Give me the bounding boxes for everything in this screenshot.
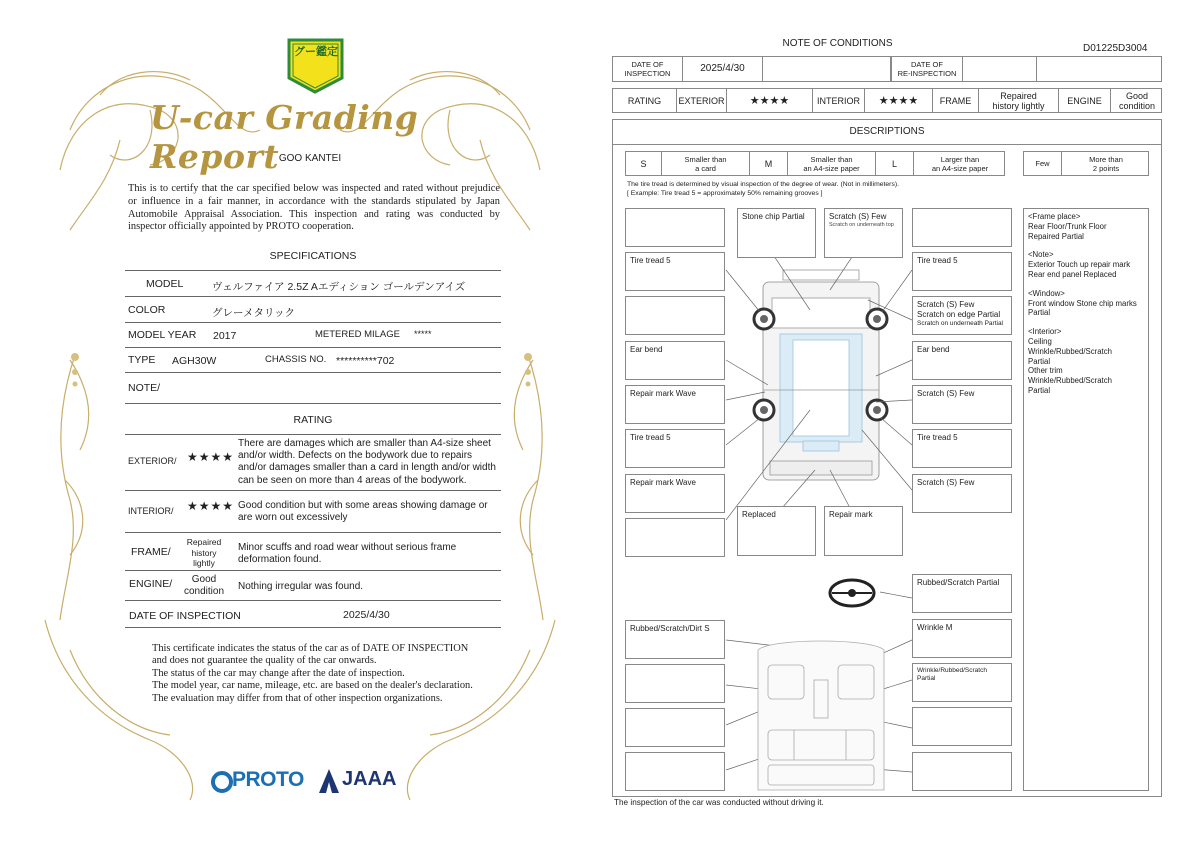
divider [125, 532, 501, 533]
model-year-value: 2017 [213, 330, 237, 342]
desc-box-tire-tread-left-rear: Tire tread 5 [625, 429, 725, 468]
rating-heading: RATING [293, 414, 333, 426]
divider [125, 490, 501, 491]
color-label: COLOR [128, 304, 166, 316]
desc-box-interior-rubbed: Rubbed/Scratch/Dirt S [625, 620, 725, 659]
desc-box-blank [625, 208, 725, 247]
engine-value: Good condition [183, 574, 225, 597]
note-label: NOTE/ [128, 382, 161, 394]
descriptions-heading: DESCRIPTIONS [849, 126, 925, 137]
type-label: TYPE [128, 354, 156, 366]
jaaa-logo-icon [318, 768, 340, 794]
engine-label: ENGINE [1059, 89, 1111, 112]
desc-box-scratch-top: Scratch (S) Few Scratch on underneath top [824, 208, 903, 258]
divider [125, 322, 501, 323]
report-title: U-car Grading Report [150, 98, 419, 176]
chassis-label: CHASSIS NO. [265, 354, 327, 365]
exterior-description: There are damages which are smaller than A4-size sheet and/or width. Defects on the bodywork due to repairs and/or damages smaller than a card in length and/or width can be seen on more than 4 areas of the bodywork. [238, 438, 496, 486]
divider [125, 270, 501, 271]
desc-box-scratch-right-3: Scratch (S) Few [912, 474, 1012, 513]
interior-stars: ★★★★ [865, 89, 933, 112]
engine-label: ENGINE/ [129, 578, 173, 590]
color-value: グレーメタリック [212, 307, 296, 319]
desc-box-tire-tread-left-front: Tire tread 5 [625, 252, 725, 291]
desc-box-repair-mark-wave-1: Repair mark Wave [625, 385, 725, 424]
jaaa-logo: JAAA [342, 768, 397, 790]
desc-box-stone-chip: Stone chip Partial [737, 208, 816, 258]
exterior-stars: ★★★★ [187, 450, 235, 464]
desc-box-wrinkle-m: Wrinkle M [912, 619, 1012, 658]
desc-box-tire-tread-right-front: Tire tread 5 [912, 252, 1012, 291]
note-footer: The inspection of the car was conducted without driving it. [614, 798, 824, 807]
frame-description: Minor scuffs and road wear without serious frame deformation found. [238, 542, 457, 566]
desc-box-blank [625, 296, 725, 335]
desc-box-blank [912, 752, 1012, 791]
steering-wheel-icon [830, 580, 874, 606]
chassis-value: **********702 [336, 355, 395, 367]
proto-logo-icon [210, 770, 234, 794]
badge-text: グー鑑定 [294, 46, 338, 58]
desc-box-blank [912, 208, 1012, 247]
rating-label: RATING [613, 89, 677, 112]
divider [125, 347, 501, 348]
certificate-intro: This is to certify that the car specified below was inspected and rated without prejudice or influence in a fair manner, in accordance with the standards stipulated by Japan Automobile Appraisal Association. This inspection and rating was conducted by inspector officially appointed by PROTO cooperation. [128, 183, 500, 233]
frame-label: FRAME [933, 89, 979, 112]
divider [125, 296, 501, 297]
divider [125, 627, 501, 628]
date-of-inspection-value: 2025/4/30 [343, 609, 390, 621]
legend-few: Few [1024, 152, 1062, 175]
model-label: MODEL [146, 278, 184, 290]
desc-box-ear-bend-right: Ear bend [912, 341, 1012, 380]
summary-notes-panel: <Frame place> Rear Floor/Trunk Floor Repaired Partial <Note> Exterior Touch up repair mark Rear end panel Replaced <Window> Front window Stone chip marks Partial <Interior> Ceiling Wrinkle/Rubbed/Scratch Partial Other trim Wrinkle/Rubbed/Scratch Partial [1023, 208, 1149, 791]
frame-value: Repaired history lightly [186, 537, 222, 568]
desc-box-steering-rubbed: Rubbed/Scratch Partial [912, 574, 1012, 613]
exterior-label: EXTERIOR/ [128, 456, 177, 466]
legend-s: S [626, 152, 662, 175]
engine-description: Nothing irregular was found. [238, 581, 364, 592]
desc-box-blank [912, 707, 1012, 746]
tread-note: The tire tread is determined by visual inspection of the degree of wear. (Not in millimeters). [ Example: Tire tread 5 = approximately 50% remaining grooves ] [627, 181, 899, 197]
desc-box-blank [625, 664, 725, 703]
legend-m: M [750, 152, 788, 175]
note-title: NOTE OF CONDITIONS [782, 38, 893, 49]
desc-box-blank [625, 752, 725, 791]
proto-logo: PROTO [232, 768, 304, 791]
date-of-inspection-value: 2025/4/30 [683, 57, 763, 81]
legend-l-desc: Larger than an A4-size paper [931, 154, 989, 173]
engine-value: Good condition [1118, 90, 1156, 111]
date-of-inspection-label: DATE OF INSPECTION [613, 57, 683, 81]
interior-label: INTERIOR [813, 89, 865, 112]
frame-value: Repaired history lightly [979, 89, 1059, 112]
type-value: AGH30W [172, 355, 217, 367]
legend-few-desc: More than 2 points [1089, 154, 1123, 173]
legend-l: L [876, 152, 914, 175]
re-inspection-label: DATE OF RE-INSPECTION [891, 57, 963, 81]
legend-s-desc: Smaller than a card [662, 152, 750, 175]
desc-box-scratch-right-2: Scratch (S) Few [912, 385, 1012, 424]
report-subtitle: GOO KANTEI [278, 153, 342, 164]
desc-box-repair-mark: Repair mark [824, 506, 903, 556]
divider [125, 403, 501, 404]
metered-milage-value: ***** [414, 329, 432, 339]
interior-diagram [758, 641, 884, 790]
specifications-heading: SPECIFICATIONS [269, 250, 357, 262]
divider [125, 600, 501, 601]
divider [125, 372, 501, 373]
desc-box-tire-tread-right-rear: Tire tread 5 [912, 429, 1012, 468]
model-value: ヴェルファイア 2.5Z Aエディション ゴールデンアイズ [212, 281, 466, 293]
divider [125, 570, 501, 571]
document-id: D01225D3004 [1083, 43, 1148, 54]
desc-box-scratch-right-1: Scratch (S) Few Scratch on edge Partial Scratch on underneath Partial [912, 296, 1012, 335]
legend-m-desc: Smaller than an A4-size paper [788, 152, 876, 175]
frame-label: FRAME/ [131, 546, 171, 558]
date-of-inspection-label: DATE OF INSPECTION [129, 610, 241, 622]
divider [125, 434, 501, 435]
interior-label: INTERIOR/ [128, 506, 174, 516]
desc-box-blank [625, 518, 725, 557]
desc-box-repair-mark-wave-2: Repair mark Wave [625, 474, 725, 513]
metered-milage-label: METERED MILAGE [315, 329, 400, 340]
interior-description: Good condition but with some areas showing damage or are worn out excessively [238, 500, 488, 524]
desc-box-replaced: Replaced [737, 506, 816, 556]
note-of-conditions [600, 0, 1200, 848]
desc-box-blank [625, 708, 725, 747]
exterior-stars: ★★★★ [727, 89, 813, 112]
desc-box-ear-bend-left: Ear bend [625, 341, 725, 380]
certificate-footer: This certificate indicates the status of the car as of DATE OF INSPECTION and does not guarantee the quality of the car onwards. The status of the car may change after the date of inspection. The model year, car name, mileage, etc. are based on the dealer's declaration. The evaluation may differ from that of other inspection organizations. [152, 643, 473, 704]
interior-stars: ★★★★ [187, 499, 235, 513]
model-year-label: MODEL YEAR [128, 329, 197, 341]
desc-box-wrinkle-rubbed: Wrinkle/Rubbed/Scratch Partial [912, 663, 1012, 702]
exterior-label: EXTERIOR [677, 89, 727, 112]
